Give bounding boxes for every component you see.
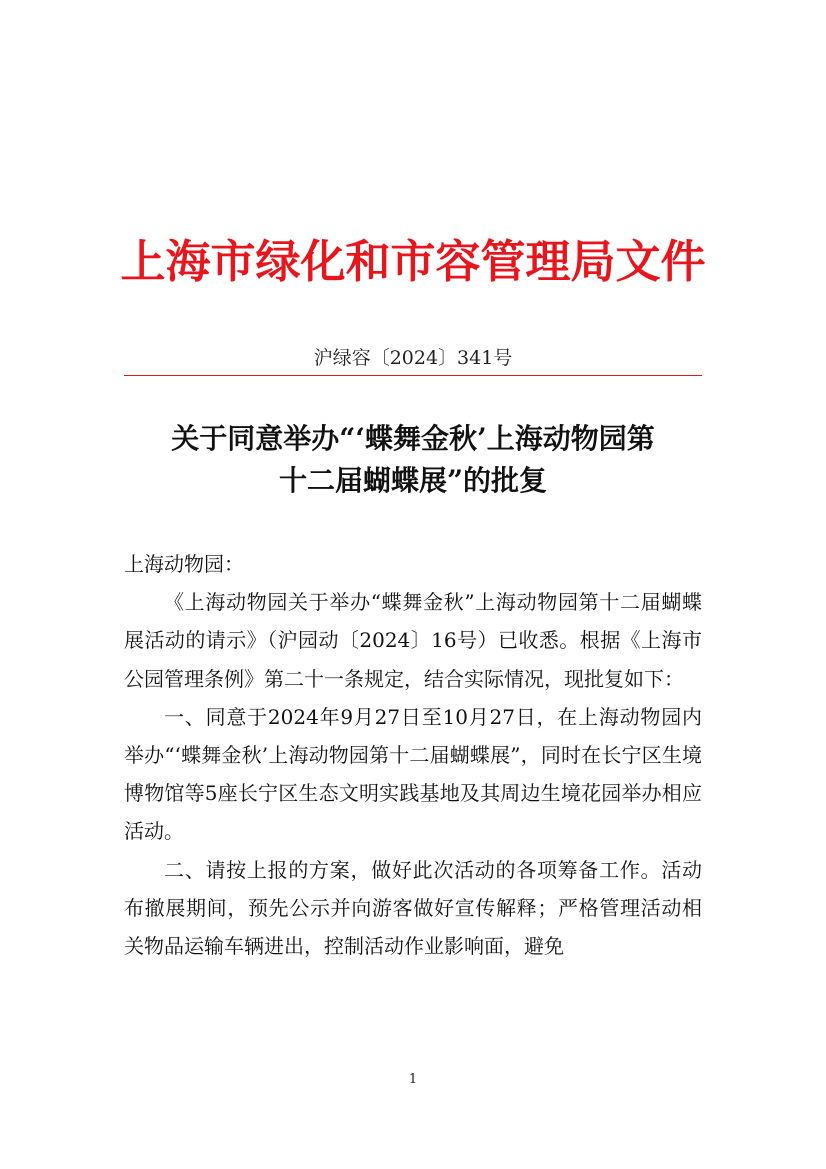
page-number: 1 — [408, 1072, 418, 1087]
document-body — [124, 545, 702, 965]
salutation: 上海动物园： — [124, 552, 244, 576]
issuer-header-title: 上海市绿化和市容管理局文件 — [120, 235, 706, 288]
red-divider-line — [124, 375, 702, 376]
body-paragraph: 一、同意于2024年9月27日至10月27日，在上海动物园内举办“‘蝶舞金秋’上海动物园第十二届蝴蝶展”，同时在长宁区生境博物馆等5座长宁区生态文明实践基地及其周边生境花园举办相应活动。 — [124, 704, 702, 844]
body-paragraph: 二、请按上报的方案，做好此次活动的各项筹备工作。活动布撤展期间，预先公示并向游客做好宣传解释；严格管理活动相关物品运输车辆进出，控制活动作业影响面，避免 — [124, 857, 702, 959]
document-title-line-1: 关于同意举办“‘蝶舞金秋’上海动物园第 — [171, 422, 655, 455]
document-title — [110, 418, 716, 502]
body-paragraph: 《上海动物园关于举办“蝶舞金秋”上海动物园第十二届蝴蝶展活动的请示》（沪园动〔2024〕16号）已收悉。根据《上海市公园管理条例》第二十一条规定，结合实际情况，现批复如下： — [124, 590, 702, 691]
document-number: 沪绿容〔2024〕341号 — [313, 347, 513, 369]
document-title-line-2: 十二届蝴蝶展”的批复 — [278, 464, 548, 497]
